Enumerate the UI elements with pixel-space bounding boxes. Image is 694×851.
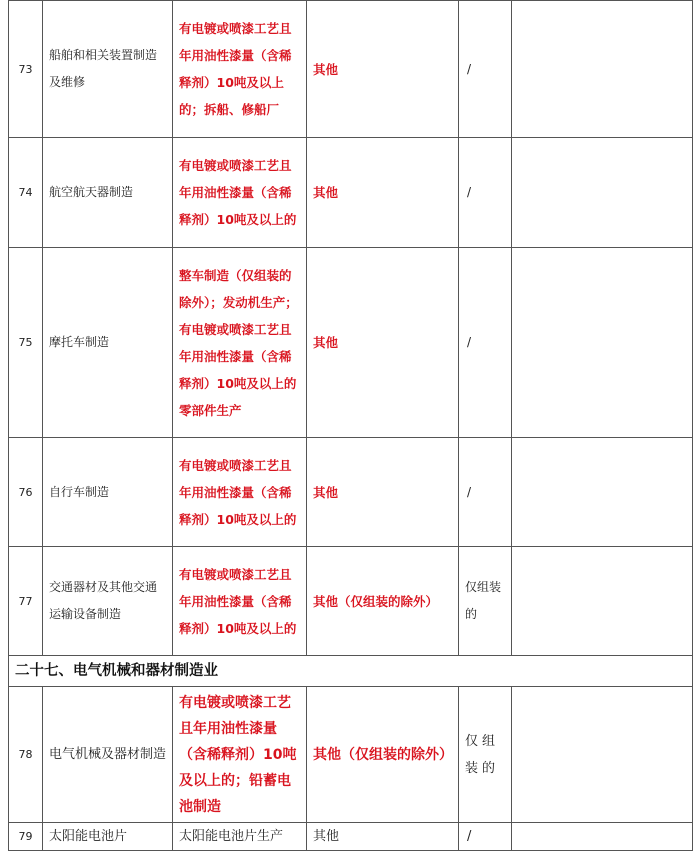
table-category: 其他 xyxy=(307,248,459,438)
table-row xyxy=(9,438,693,547)
row-number: 74 xyxy=(9,138,43,248)
report-category: 有电镀或喷漆工艺且年用油性漆量（含稀释剂）10吨及以上的；铅蓄电池制造 xyxy=(173,687,307,823)
registration-category: / xyxy=(459,823,512,851)
registration-category: / xyxy=(459,248,512,438)
extra-cell xyxy=(512,248,693,438)
table-row xyxy=(9,547,693,656)
extra-cell xyxy=(512,438,693,547)
registration-category: 仅组装的 xyxy=(459,687,512,823)
report-category: 有电镀或喷漆工艺且年用油性漆量（含稀释剂）10吨及以上的；拆船、修船厂 xyxy=(173,1,307,138)
industry-name: 自行车制造 xyxy=(43,438,173,547)
table-row xyxy=(9,687,693,823)
report-category: 有电镀或喷漆工艺且年用油性漆量（含稀释剂）10吨及以上的 xyxy=(173,438,307,547)
registration-category: / xyxy=(459,1,512,138)
row-number: 75 xyxy=(9,248,43,438)
registration-category: / xyxy=(459,438,512,547)
registration-category: / xyxy=(459,138,512,248)
table-row xyxy=(9,138,693,248)
section-row xyxy=(9,656,693,687)
table-row xyxy=(9,1,693,138)
table-row xyxy=(9,248,693,438)
table-category: 其他 xyxy=(307,438,459,547)
extra-cell xyxy=(512,823,693,851)
row-number: 79 xyxy=(9,823,43,851)
industry-name: 太阳能电池片 xyxy=(43,823,173,851)
report-category: 整车制造（仅组装的除外）；发动机生产；有电镀或喷漆工艺且年用油性漆量（含稀释剂）10吨及以上的零部件生产 xyxy=(173,248,307,438)
table-row xyxy=(9,823,693,851)
extra-cell xyxy=(512,138,693,248)
report-category: 太阳能电池片生产 xyxy=(173,823,307,851)
extra-cell xyxy=(512,687,693,823)
table-category: 其他（仅组装的除外） xyxy=(307,547,459,656)
industry-name: 交通器材及其他交通运输设备制造 xyxy=(43,547,173,656)
report-category: 有电镀或喷漆工艺且年用油性漆量（含稀释剂）10吨及以上的 xyxy=(173,138,307,248)
row-number: 76 xyxy=(9,438,43,547)
table-category: 其他 xyxy=(307,823,459,851)
table-category: 其他 xyxy=(307,138,459,248)
table-category: 其他 xyxy=(307,1,459,138)
row-number: 77 xyxy=(9,547,43,656)
section-title: 二十七、电气机械和器材制造业 xyxy=(9,656,693,687)
industry-name: 船舶和相关装置制造及维修 xyxy=(43,1,173,138)
industry-name: 航空航天器制造 xyxy=(43,138,173,248)
classification-table xyxy=(8,0,693,851)
row-number: 78 xyxy=(9,687,43,823)
table-category: 其他（仅组装的除外） xyxy=(307,687,459,823)
industry-name: 电气机械及器材制造 xyxy=(43,687,173,823)
industry-name: 摩托车制造 xyxy=(43,248,173,438)
registration-category: 仅组装的 xyxy=(459,547,512,656)
extra-cell xyxy=(512,1,693,138)
extra-cell xyxy=(512,547,693,656)
row-number: 73 xyxy=(9,1,43,138)
report-category: 有电镀或喷漆工艺且年用油性漆量（含稀释剂）10吨及以上的 xyxy=(173,547,307,656)
